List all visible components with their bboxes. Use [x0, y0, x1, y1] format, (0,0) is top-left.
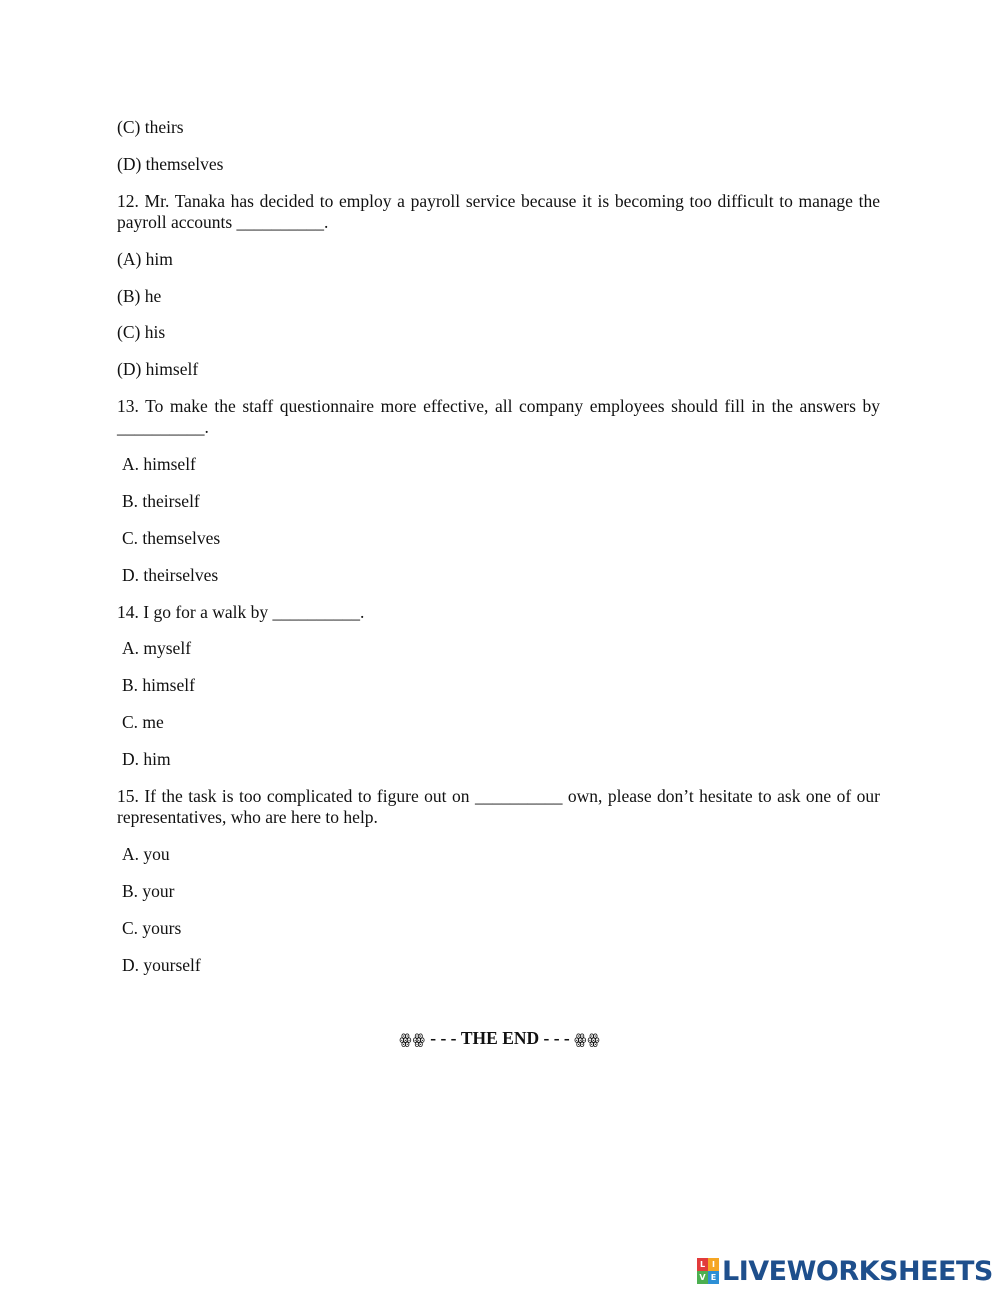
- logo-mark-icon: [697, 1258, 719, 1284]
- q12-option-c: (C) his: [117, 322, 166, 342]
- option-prev-d: (D) themselves: [117, 154, 224, 174]
- q12-option-a: (A) him: [117, 249, 173, 269]
- q13-option-d: D. theirselves: [122, 565, 219, 585]
- q14-option-c: C. me: [122, 712, 164, 732]
- q12-option-b: (B) he: [117, 286, 162, 306]
- q15-option-a: A. you: [122, 844, 170, 864]
- q13-option-b: B. theirself: [122, 491, 200, 511]
- ornament-left: ꙮꙮ: [399, 1032, 426, 1048]
- question-14: 14. I go for a walk by __________.: [117, 602, 365, 622]
- logo-letter-e: E: [708, 1271, 719, 1284]
- question-13: 13. To make the staff questionnaire more effective, all company employees should fill in the answers by __________.: [117, 396, 880, 437]
- logo-letter-v: V: [697, 1271, 708, 1284]
- q15-option-c: C. yours: [122, 918, 182, 938]
- the-end-text: - - - THE END - - -: [430, 1028, 570, 1048]
- q14-option-d: D. him: [122, 749, 171, 769]
- q13-option-a: A. himself: [122, 454, 196, 474]
- logo-letter-l: L: [697, 1258, 708, 1271]
- q14-option-a: A. myself: [122, 638, 192, 658]
- question-12: 12. Mr. Tanaka has decided to employ a payroll service because it is becoming too difficult to manage the payroll accounts __________.: [117, 191, 880, 232]
- liveworksheets-logo: [697, 1256, 993, 1286]
- logo-letter-i: I: [708, 1258, 719, 1271]
- q12-option-d: (D) himself: [117, 359, 199, 379]
- logo-text: LIVEWORKSHEETS: [722, 1255, 993, 1287]
- q15-option-b: B. your: [122, 881, 175, 901]
- q14-option-b: B. himself: [122, 675, 195, 695]
- q13-option-c: C. themselves: [122, 528, 221, 548]
- question-15: 15. If the task is too complicated to figure out on __________ own, please don’t hesitate to ask one of our representatives, who are here to help.: [117, 786, 880, 827]
- the-end-footer: [0, 1028, 1000, 1049]
- ornament-right: ꙮꙮ: [574, 1032, 601, 1048]
- option-prev-c: (C) theirs: [117, 117, 184, 137]
- q15-option-d: D. yourself: [122, 955, 201, 975]
